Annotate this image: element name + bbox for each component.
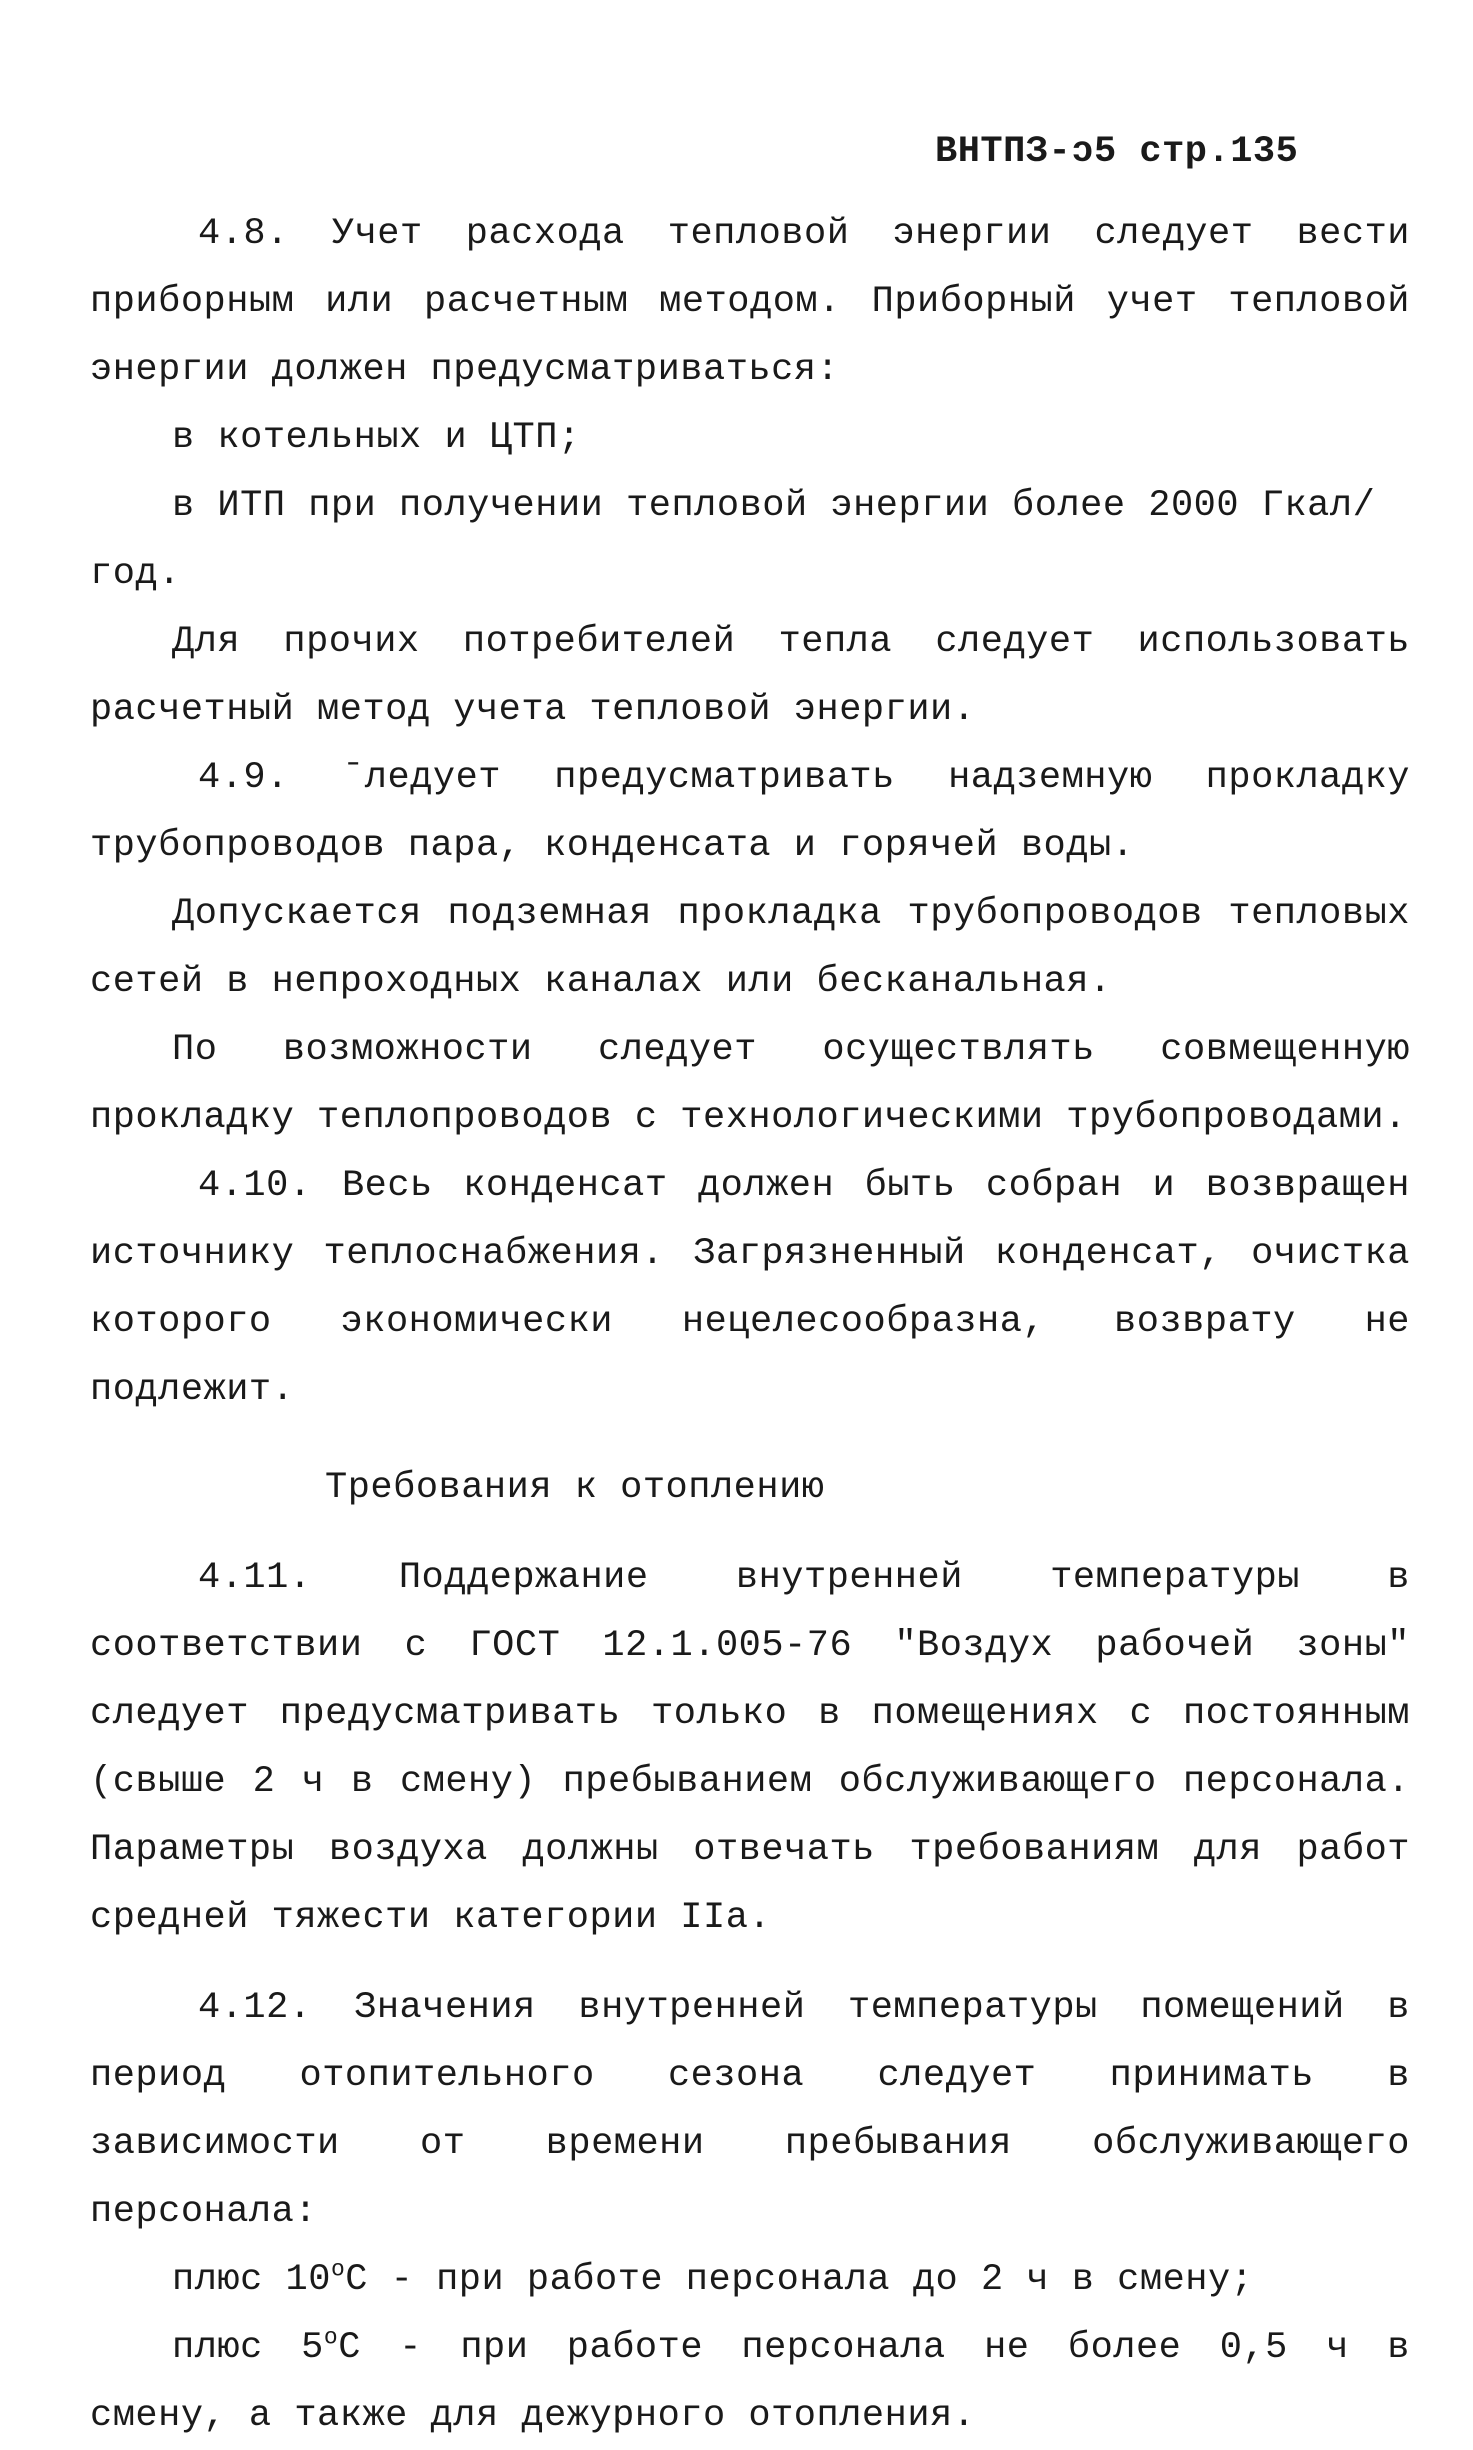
page-header	[935, 128, 1298, 176]
section-heading: Требования к отоплению	[325, 1467, 825, 1509]
list-item-text: С - при работе персонала до 2 ч в смену;	[345, 2259, 1254, 2301]
degree-mark: о	[323, 2324, 339, 2351]
list-item-prefix: плюс 10	[172, 2259, 331, 2301]
paragraph-4-8: 4.8. Учет расхода тепловой энергии следует вести приборным или расчетным методом. Приборный учет тепловой энергии должен предусматриваться:	[90, 213, 1410, 391]
list-item-text: С - при работе персонала не более 0,5 ч в смену, а также для дежурного отопления.	[90, 2327, 1410, 2437]
paragraph-other-consumers: Для прочих потребителей тепла следует использовать расчетный метод учета тепловой энергии.	[90, 621, 1410, 731]
degree-mark: о	[330, 2256, 346, 2283]
paragraph-underground-laying: Допускается подземная прокладка трубопроводов тепловых сетей в непроходных каналах или бесканальная.	[90, 893, 1410, 1003]
list-item: в ИТП при получении тепловой энергии более 2000 Гкал/год.	[90, 485, 1376, 595]
document-code: ВНТПЗ-	[935, 131, 1072, 173]
document-code-fragment: ɔ5	[1071, 131, 1117, 173]
paragraph-4-11: 4.11. Поддержание внутренней температуры в соответствии с ГОСТ 12.1.005-76 "Воздух рабочей зоны" следует предусматривать только в помещениях с постоянным (свыше 2 ч в смену) пребыванием обслуживающего персонала. Параметры воздуха должны отвечать требованиям для работ средней тяжести категории IIа.	[90, 1557, 1410, 1939]
list-item-prefix: плюс 5	[172, 2327, 324, 2369]
paragraph-4-10: 4.10. Весь конденсат должен быть собран и возвращен источнику теплоснабжения. Загрязненный конденсат, очистка которого экономически нецелесообразна, возврату не подлежит.	[90, 1165, 1410, 1411]
list-item-plus-10	[90, 2246, 1410, 2314]
page-number: стр.135	[1139, 131, 1299, 173]
list-item-plus-5	[90, 2314, 1410, 2450]
paragraph-combined-laying: По возможности следует осуществлять совмещенную прокладку теплопроводов с технологическими трубопроводами.	[90, 1029, 1410, 1139]
list-item: в котельных и ЦТП;	[172, 417, 581, 459]
paragraph-4-12: 4.12. Значения внутренней температуры помещений в период отопительного сезона следует принимать в зависимости от времени пребывания обслуживающего персонала:	[90, 1987, 1410, 2233]
paragraph-4-9: 4.9. ˉледует предусматривать надземную прокладку трубопроводов пара, конденсата и горячей воды.	[90, 757, 1410, 867]
document-body	[90, 200, 1410, 2450]
